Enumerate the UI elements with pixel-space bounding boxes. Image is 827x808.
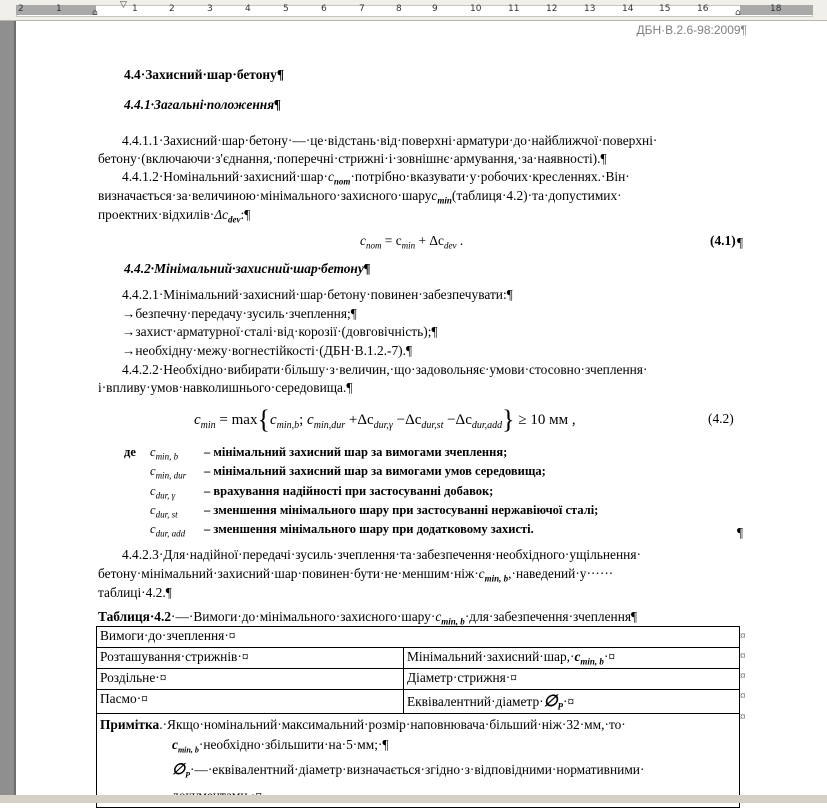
requirements-table [96,626,740,808]
ruler-number: 8 [396,4,402,14]
table-row [97,648,740,669]
pilcrow: ¶ [737,235,744,250]
ruler-number: 12 [546,4,558,14]
equation-4-1: $c_{nom} = c_{min} + \Delta c_{dev}$ . [360,233,464,251]
table-cell: Розташування·стрижнів·¤ [97,648,404,669]
right-indent-marker[interactable]: ⌂ [735,8,741,18]
list-item: →захист·арматурної·сталі·від·корозії·(довговічність);¶ [122,324,438,339]
ruler-number: 14 [622,4,634,14]
row-end-marker: ¤ [740,690,746,702]
paragraph-line: таблиці·4.2.¶ [98,585,172,600]
left-margin-bar [0,21,16,803]
table-row [97,690,740,714]
paragraph-line: 4.4.2.3·Для·надійної·передачі·зусиль·зчеплення·та·забезпечення·необхідного·ущільнення· [122,547,641,562]
ruler-number: 6 [321,4,327,14]
ruler-number: 4 [245,4,251,14]
ruler-number: 13 [584,4,596,14]
table-cell: Діаметр·стрижня·¤ [404,669,740,690]
paragraph-line: $бетону\cdot мінімальний\cdot захисний\cdot шар\cdot повинен\cdot бути\cdot не\cdot меншим\cdot ніж\cdot c_{min, b},\cdot наведений\cdot у\cdot\cdot\cdot\cdot\cdot\cdot$ [98,566,614,584]
row-end-marker: ¤ [740,670,746,682]
ruler-number: 5 [283,4,289,14]
definition-text: – мінімальний захисний шар за вимогами зчеплення; [204,445,508,459]
pilcrow: ¶ [737,525,744,540]
table-cell: $Еквівалентний\cdot діаметр\cdot\emptyset_P\cdot¤$ [404,690,740,714]
section-heading-4-4-2: 4.4.2·Мінімальний·захисний·шар·бетону¶ [124,261,371,276]
ruler-number: 11 [508,4,520,14]
row-end-marker: ¤ [740,711,746,723]
list-item: →необхідну·межу·вогнестійкості·(ДБН·В.1.2.-7).¶ [122,343,413,358]
paragraph-line: 4.4.2.1·Мінімальний·захисний·шар·бетону·повинен·забезпечувати:¶ [122,287,513,302]
table-cell: $Мінімальний\cdot захисний\cdot шар,\cdot c_{min, b}\cdot¤$ [404,648,740,669]
page-header: ДБН·В.2.6-98:2009¶ [636,23,747,37]
section-heading-4-4: 4.4·Захисний·шар·бетону¶ [124,67,285,82]
definition-text: – мінімальний захисний шар за вимогами умов середовища; [204,464,546,478]
row-end-marker: ¤ [740,650,746,662]
table-header-cell: Вимоги·до·зчеплення·¤ [97,627,740,648]
ruler-number: 15 [659,4,671,14]
horizontal-ruler[interactable] [0,0,827,21]
ruler-number: 7 [359,4,365,14]
ruler-number: 9 [432,4,438,14]
definition-symbol: $c_{dur, \gamma}$ [150,484,176,501]
paragraph-line: і·впливу·умов·навколишнього·середовища.¶ [98,380,353,395]
ruler-number: 1 [56,4,62,14]
ruler-number: 2 [18,4,24,14]
row-end-marker: ¤ [740,630,746,642]
section-heading-4-4-1: 4.4.1·Загальні·положення¶ [124,97,281,112]
paragraph-line: бетону·(включаючи·з'єднання,·поперечні·стрижні·і·зовнішнє·армування,·за·наявності).¶ [98,151,607,166]
table-caption: $Таблиця\cdot 4.2\cdot—\cdot Вимоги\cdot до\cdot мінімального\cdot захисного\cdot шару\cdot c_{min, b}\cdot для\cdot забезпечення\cdot зчеплення\P$ [98,609,638,627]
definition-symbol: $c_{dur, st}$ [150,503,178,520]
ruler-number: 1 [132,4,138,14]
table-row [97,713,740,807]
definition-symbol: $c_{min, b}$ [150,445,179,462]
paragraph-line: 4.4.2.2·Необхідно·вибирати·більшу·з·величин,·що·задовольняє·умови·стосовно·зчеплення· [122,362,648,377]
definition-text: – врахування надійності при застосуванні добавок; [204,484,494,498]
table-cell: Пасмо·¤ [97,690,404,714]
definition-text: – зменшення мінімального шару при застосуванні нержавіючої сталі; [204,503,599,517]
ruler-number: 18 [770,4,782,14]
table-row [97,627,740,648]
left-indent-marker[interactable]: ⌂ [92,8,98,18]
ruler-number: 3 [207,4,213,14]
first-line-indent-marker[interactable]: ▽ [120,0,127,10]
where-label: де [124,445,136,459]
equation-4-2: $c_{min} = \max\{c_{min,b}$; $c_{min,dur} +\Delta c_{dur,\gamma} -\Delta c_{dur,st} -\Delta c_{dur,add}\} \ge 10$ мм , [194,405,576,434]
table-note-cell: Примітка.·Якщо·номінальний·максимальний·розмір·наповнювача·більший·ніж·32·мм,·то· $c_{min, b}\cdot необхідно\cdot збільшити\cdot на\cdot 5\cdot мм;\cdot\P$ $\emptyset_P\cdot—\cdot еквівалентний\cdot діаметр\cdot визначається\cdot згідно\cdot з\cdot відповідними\cdot нормативними\cdot$ [97,713,740,807]
paragraph-line: визначається·за·величиною·мінімального·захисного·шаруc$_{min}$(таблиця·4.2)·та·допустимих· [98,188,622,206]
equation-number: (4.1) [710,233,736,248]
paragraph-line: $4.4.1.2\cdot Номінальний\cdot захисний\cdot шар\cdot c_{nom}\cdot потрібно\cdot вказувати\cdot у\cdot робочих\cdot кресленнях.\cdot Він\cdot$ [122,169,630,187]
definition-symbol: $c_{min, dur}$ [150,464,187,481]
list-item: →безпечну·передачу·зусиль·зчеплення;¶ [122,306,357,321]
paragraph-line: 4.4.1.1·Захисний·шар·бетону·—·це·відстань·від·поверхні·арматури·до·найближчої·поверхні· [122,133,658,148]
definition-symbol: $c_{dur, add}$ [150,522,186,539]
paragraph-line: $проектних\cdot відхилів\cdot\Delta c_{dev}:\P$ [98,207,251,225]
ruler-number: 10 [470,4,482,14]
equation-number: (4.2) [708,411,734,426]
ruler-number: 16 [697,4,709,14]
table-cell: Роздільне·¤ [97,669,404,690]
table-row [97,669,740,690]
horizontal-scrollbar[interactable] [0,795,827,803]
ruler-number: 2 [169,4,175,14]
definition-text: – зменшення мінімального шару при додатковому захисті. [204,522,534,536]
document-page [18,21,827,803]
